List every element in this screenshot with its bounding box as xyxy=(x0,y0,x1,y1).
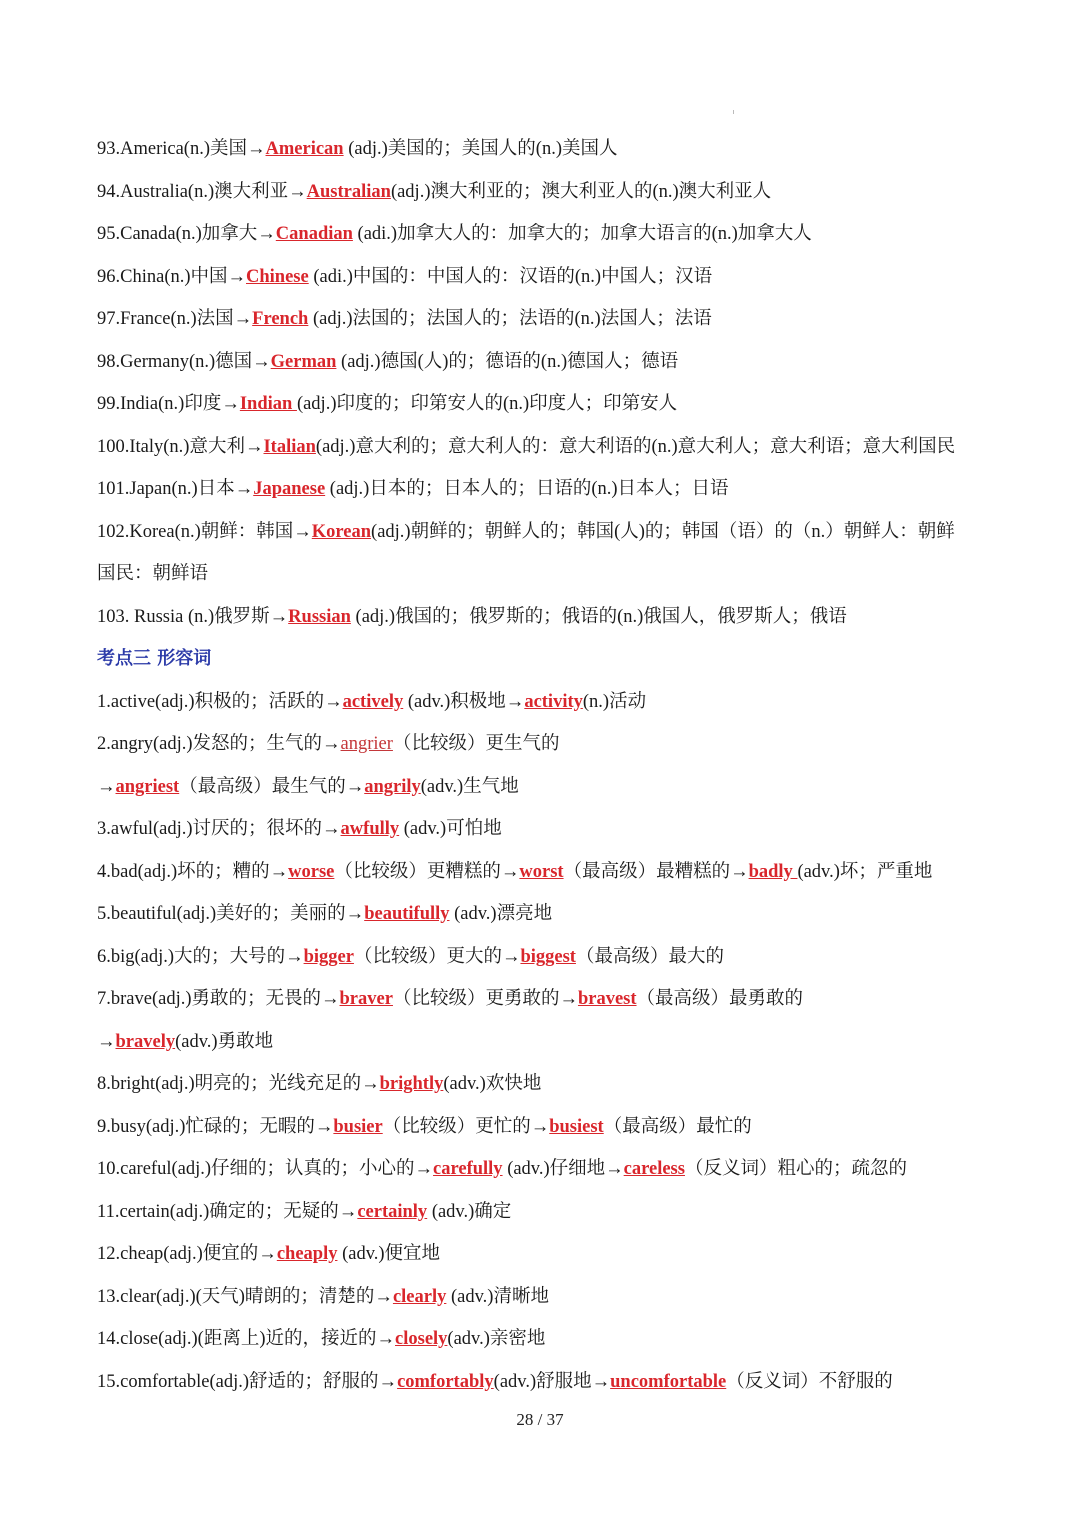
line-text: 1.active(adj.)积极的；活跃的→ xyxy=(97,691,343,712)
line-text: (adj.)印度的；印第安人的(n.)印度人；印第安人 xyxy=(296,394,678,414)
vocab-line xyxy=(97,1148,997,1191)
line-text: (adv.)便宜地 xyxy=(337,1244,441,1264)
line-text: （最高级）最勇敢的 xyxy=(636,989,804,1009)
line-text: 2.angry(adj.)发怒的；生气的→ xyxy=(97,734,341,754)
keyword: busiest xyxy=(549,1116,604,1137)
line-text: 101.Japan(n.)日本→ xyxy=(97,479,254,499)
keyword: bravest xyxy=(577,989,637,1009)
line-text: 12.cheap(adj.)便宜的→ xyxy=(97,1244,277,1264)
vocab-line xyxy=(97,298,997,341)
vocab-line xyxy=(97,681,997,724)
keyword: angrily xyxy=(364,776,421,797)
line-text: 7.brave(adj.)勇敢的；无畏的→ xyxy=(97,989,340,1009)
line-text: (adv.)生气地 xyxy=(420,776,519,797)
line-text: 15.comfortable(adj.)舒适的；舒服的→ xyxy=(97,1371,398,1392)
vocab-line xyxy=(97,256,997,299)
keyword: badly xyxy=(748,861,798,882)
line-text: 11.certain(adj.)确定的；无疑的→ xyxy=(97,1201,358,1222)
line-text: 95.Canada(n.)加拿大→ xyxy=(97,224,276,244)
line-text: (adv.)欢快地 xyxy=(443,1074,542,1094)
vocab-line xyxy=(97,426,997,469)
line-text: 5.beautiful(adj.)美好的；美丽的→ xyxy=(97,904,365,924)
keyword: cheaply xyxy=(276,1244,338,1264)
keyword: Chinese xyxy=(246,266,309,287)
line-text: (adj.)朝鲜的；朝鲜人的；韩国(人)的；韩国（语）的（n.）朝鲜人：朝鲜 xyxy=(371,521,955,542)
line-text: (adj.)意大利的；意大利人的：意大利语的(n.)意大利人；意大利语；意大利国民 xyxy=(315,436,956,457)
keyword: Canadian xyxy=(275,224,353,244)
line-text: 8.bright(adj.)明亮的；光线充足的→ xyxy=(97,1074,380,1094)
line-text: （最高级）最大的 xyxy=(575,946,724,967)
vocab-line xyxy=(97,1318,997,1361)
line-text: (adv.)勇敢地 xyxy=(175,1031,274,1052)
vocab-line xyxy=(97,1106,997,1149)
line-text: 93.America(n.)美国→ xyxy=(97,139,266,159)
vocab-line xyxy=(97,1191,997,1234)
line-text: (adv.)积极地→ xyxy=(403,691,525,712)
vocab-line xyxy=(97,1233,997,1276)
line-text: 99.India(n.)印度→ xyxy=(97,394,240,414)
line-text: 3.awful(adj.)讨厌的；很坏的→ xyxy=(97,819,341,839)
keyword: Indian xyxy=(239,394,297,414)
vocabulary-list xyxy=(97,128,997,1403)
keyword: careless xyxy=(623,1159,685,1179)
vocab-line xyxy=(97,893,997,936)
vocab-line xyxy=(97,936,997,979)
line-text: （反义词）不舒服的 xyxy=(726,1371,893,1392)
keyword: comfortably xyxy=(397,1371,494,1392)
line-text: （比较级）更勇敢的→ xyxy=(392,989,578,1009)
keyword: German xyxy=(270,351,337,372)
line-text: (adv.)漂亮地 xyxy=(449,904,553,924)
page-number: 28 / 37 xyxy=(516,1410,564,1429)
line-text: → xyxy=(97,1031,116,1052)
keyword: bigger xyxy=(303,946,354,967)
keyword: carefully xyxy=(433,1159,503,1179)
line-text: (adi.)加拿大人的：加拿大的；加拿大语言的(n.)加拿大人 xyxy=(352,224,812,244)
keyword: brightly xyxy=(379,1074,444,1094)
line-text: 97.France(n.)法国→ xyxy=(97,309,253,329)
line-text: (adj.)法国的；法国人的；法语的(n.)法国人；法语 xyxy=(308,309,712,329)
line-text: (adv.)清晰地 xyxy=(446,1286,549,1307)
line-text: (adv.)舒服地→ xyxy=(493,1371,611,1392)
scan-mark xyxy=(733,110,734,114)
vocab-line xyxy=(97,468,997,511)
line-text: (adj.)德国(人)的；德语的(n.)德国人；德语 xyxy=(336,351,679,372)
line-text: （最高级）最忙的 xyxy=(603,1116,752,1137)
line-text: (adj.)日本的；日本人的；日语的(n.)日本人；日语 xyxy=(325,479,729,499)
section-heading: 考点三 形容词 xyxy=(97,648,212,669)
line-text: 13.clear(adj.)(天气)晴朗的；清楚的→ xyxy=(97,1286,393,1307)
keyword: French xyxy=(252,309,309,329)
keyword: busier xyxy=(333,1116,383,1137)
line-text: 96.China(n.)中国→ xyxy=(97,266,247,287)
line-text: （最高级）最生气的→ xyxy=(179,776,365,797)
vocab-line xyxy=(97,596,997,639)
keyword: certainly xyxy=(357,1201,428,1222)
vocab-line xyxy=(97,1276,997,1319)
line-text: (adv.)仔细地→ xyxy=(502,1159,624,1179)
line-text: 9.busy(adj.)忙碌的；无暇的→ xyxy=(97,1116,334,1137)
keyword: angrier xyxy=(340,734,393,754)
line-text: (adj.)澳大利亚的；澳大利亚人的(n.)澳大利亚人 xyxy=(390,181,772,202)
line-text: （比较级）更忙的→ xyxy=(382,1116,550,1137)
vocab-line xyxy=(97,1063,997,1106)
line-text: 国民：朝鲜语 xyxy=(97,564,209,584)
vocab-line xyxy=(97,341,997,384)
vocab-line xyxy=(97,638,997,681)
line-text: （反义词）粗心的；疏忽的 xyxy=(684,1159,907,1179)
line-text: (adj.)俄国的；俄罗斯的；俄语的(n.)俄国人，俄罗斯人；俄语 xyxy=(350,606,847,627)
line-text: → xyxy=(97,776,116,797)
line-text: 10.careful(adj.)仔细的；认真的；小心的→ xyxy=(97,1159,434,1179)
line-text: （最高级）最糟糕的→ xyxy=(563,861,749,882)
keyword: actively xyxy=(342,691,404,712)
line-text: （比较级）更糟糕的→ xyxy=(334,861,520,882)
line-text: 14.close(adj.)(距离上)近的，接近的→ xyxy=(97,1329,396,1349)
keyword: awfully xyxy=(340,819,400,839)
keyword: biggest xyxy=(520,946,576,967)
vocab-line xyxy=(97,1361,997,1404)
line-text: (adj.)美国的；美国人的(n.)美国人 xyxy=(343,139,618,159)
line-text: （比较级）更大的→ xyxy=(353,946,521,967)
keyword: clearly xyxy=(392,1286,447,1307)
line-text: (adv.)可怕地 xyxy=(399,819,502,839)
keyword: bravely xyxy=(115,1031,176,1052)
keyword: Australian xyxy=(306,181,391,202)
keyword: worst xyxy=(519,861,564,882)
vocab-line xyxy=(97,723,997,766)
line-text: (n.)活动 xyxy=(582,691,647,712)
vocab-line xyxy=(97,553,997,596)
line-text: 4.bad(adj.)坏的；糟的→ xyxy=(97,861,289,882)
vocab-line xyxy=(97,128,997,171)
vocab-line xyxy=(97,171,997,214)
keyword: beautifully xyxy=(364,904,450,924)
vocab-line xyxy=(97,511,997,554)
line-text: 6.big(adj.)大的；大号的→ xyxy=(97,946,304,967)
line-text: (adv.)确定 xyxy=(427,1201,512,1222)
keyword: uncomfortable xyxy=(610,1371,727,1392)
line-text: (adi.)中国的：中国人的：汉语的(n.)中国人；汉语 xyxy=(308,266,713,287)
keyword: American xyxy=(265,139,344,159)
line-text: 94.Australia(n.)澳大利亚→ xyxy=(97,181,307,202)
vocab-line xyxy=(97,978,997,1021)
line-text: 102.Korea(n.)朝鲜：韩国→ xyxy=(97,521,312,542)
line-text: （比较级）更生气的 xyxy=(392,734,560,754)
vocab-line xyxy=(97,766,997,809)
keyword: activity xyxy=(524,691,583,712)
vocab-line xyxy=(97,383,997,426)
keyword: Japanese xyxy=(253,479,326,499)
vocab-line xyxy=(97,213,997,256)
vocab-line xyxy=(97,851,997,894)
line-text: (adv.)亲密地 xyxy=(447,1329,546,1349)
keyword: Russian xyxy=(288,606,351,627)
keyword: angriest xyxy=(115,776,180,797)
keyword: braver xyxy=(339,989,393,1009)
keyword: Korean xyxy=(311,521,372,542)
vocab-line xyxy=(97,1021,997,1064)
vocab-line xyxy=(97,808,997,851)
keyword: worse xyxy=(288,861,335,882)
line-text: 100.Italy(n.)意大利→ xyxy=(97,436,264,457)
line-text: 103. Russia (n.)俄罗斯→ xyxy=(97,606,289,627)
keyword: Italian xyxy=(263,436,316,457)
line-text: (adv.)坏；严重地 xyxy=(797,861,933,882)
keyword: closely xyxy=(395,1329,448,1349)
line-text: 98.Germany(n.)德国→ xyxy=(97,351,271,372)
